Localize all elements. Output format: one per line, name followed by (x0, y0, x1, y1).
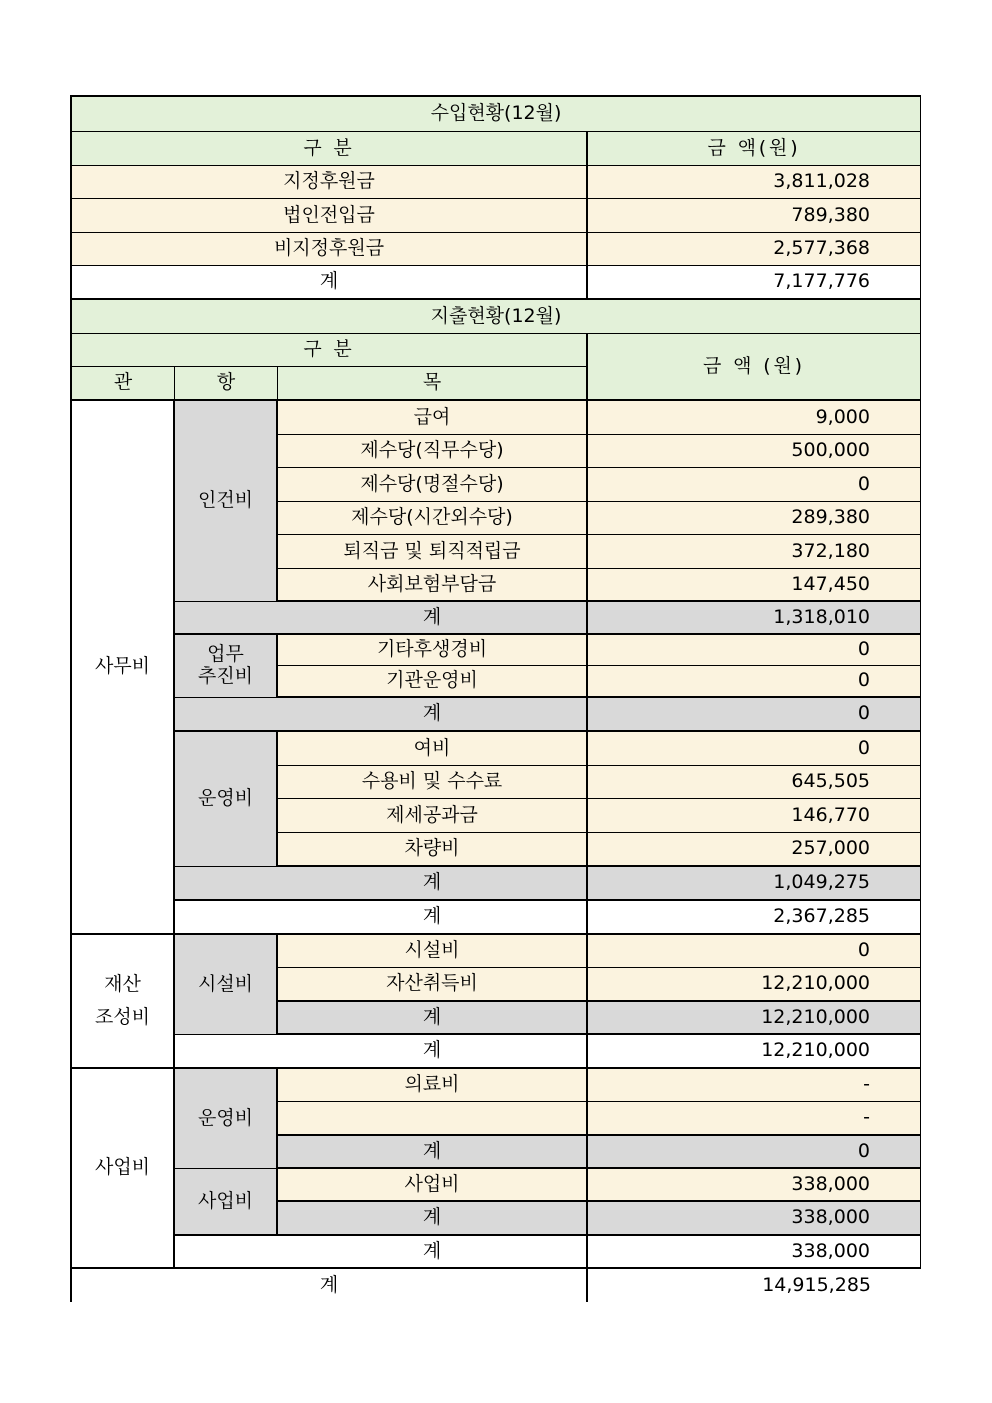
hang-operation: 운영비 (175, 1069, 278, 1169)
mok-label: 시설비 (278, 935, 588, 968)
expense-header-category: 구 분 (72, 334, 588, 367)
mok-amount: 645,505 (588, 766, 921, 799)
total-filler (175, 901, 278, 935)
mok-label: 제수당(명절수당) (278, 468, 588, 502)
subtotal-amount: 12,210,000 (588, 1002, 921, 1035)
mok-label: 기관운영비 (278, 666, 588, 698)
mok-amount: 500,000 (588, 435, 921, 468)
mok-label: 기타후생경비 (278, 635, 588, 666)
subtotal-label: 계 (278, 1002, 588, 1035)
subtotal-label: 계 (278, 1202, 588, 1236)
expense-col-mok: 목 (278, 367, 588, 401)
group-total-amount: 2,367,285 (588, 901, 921, 935)
income-header-category: 구 분 (72, 132, 588, 166)
group-total-label: 계 (278, 1035, 588, 1069)
mok-amount: 338,000 (588, 1169, 921, 1202)
mok-amount: 0 (588, 732, 921, 766)
mok-label: 제세공과금 (278, 799, 588, 833)
mok-amount: 12,210,000 (588, 968, 921, 1002)
budget-report-table (70, 95, 921, 1302)
grand-total-amount: 14,915,285 (588, 1269, 921, 1302)
mok-amount: 372,180 (588, 535, 921, 569)
mok-amount: - (588, 1102, 921, 1136)
mok-amount: 0 (588, 935, 921, 968)
hang-facility: 시설비 (175, 935, 278, 1035)
subtotal-filler (175, 698, 278, 732)
total-filler (175, 1035, 278, 1069)
income-row-label: 지정후원금 (72, 166, 588, 199)
mok-amount: - (588, 1069, 921, 1102)
total-filler (175, 1236, 278, 1269)
income-row-label: 비지정후원금 (72, 233, 588, 266)
income-row-amount: 2,577,368 (588, 233, 921, 266)
subtotal-label: 계 (278, 1136, 588, 1169)
hang-personnel: 인건비 (175, 401, 278, 602)
mok-amount: 146,770 (588, 799, 921, 833)
group-total-label: 계 (278, 901, 588, 935)
mok-label: 퇴직금 및 퇴직적립금 (278, 535, 588, 569)
mok-label: 제수당(시간외수당) (278, 502, 588, 535)
expense-title: 지출현황(12월) (72, 300, 921, 334)
mok-label: 수용비 및 수수료 (278, 766, 588, 799)
grand-total-label: 계 (72, 1269, 588, 1302)
mok-label: 의료비 (278, 1069, 588, 1102)
mok-label: 급여 (278, 401, 588, 435)
expense-col-hang: 항 (175, 367, 278, 401)
subtotal-amount: 1,049,275 (588, 867, 921, 901)
expense-col-gwan: 관 (72, 367, 175, 401)
gwan-program: 사업비 (72, 1069, 175, 1269)
mok-amount: 289,380 (588, 502, 921, 535)
mok-label: 사회보험부담금 (278, 569, 588, 602)
expense-header-amount: 금 액 (원) (588, 334, 921, 401)
income-title: 수입현황(12월) (72, 97, 921, 132)
subtotal-amount: 0 (588, 698, 921, 732)
mok-label (278, 1102, 588, 1136)
income-row-amount: 789,380 (588, 199, 921, 233)
subtotal-filler (175, 602, 278, 635)
mok-label: 자산취득비 (278, 968, 588, 1002)
mok-amount: 0 (588, 468, 921, 502)
income-row-label: 법인전입금 (72, 199, 588, 233)
income-total-label: 계 (72, 266, 588, 300)
hang-business-promotion: 업무 추진비 (175, 635, 278, 698)
group-total-amount: 12,210,000 (588, 1035, 921, 1069)
mok-label: 제수당(직무수당) (278, 435, 588, 468)
income-header-amount: 금 액(원) (588, 132, 921, 166)
group-total-label: 계 (278, 1236, 588, 1269)
subtotal-label: 계 (278, 602, 588, 635)
mok-amount: 257,000 (588, 833, 921, 867)
mok-label: 여비 (278, 732, 588, 766)
mok-amount: 0 (588, 666, 921, 698)
income-total-amount: 7,177,776 (588, 266, 921, 300)
mok-label: 차량비 (278, 833, 588, 867)
subtotal-label: 계 (278, 698, 588, 732)
subtotal-filler (175, 867, 278, 901)
subtotal-amount: 0 (588, 1136, 921, 1169)
gwan-property: 재산 조성비 (72, 935, 175, 1069)
subtotal-amount: 338,000 (588, 1202, 921, 1236)
gwan-office: 사무비 (72, 401, 175, 935)
mok-label: 사업비 (278, 1169, 588, 1202)
mok-amount: 9,000 (588, 401, 921, 435)
income-row-amount: 3,811,028 (588, 166, 921, 199)
group-total-amount: 338,000 (588, 1236, 921, 1269)
mok-amount: 0 (588, 635, 921, 666)
hang-business: 사업비 (175, 1169, 278, 1236)
subtotal-amount: 1,318,010 (588, 602, 921, 635)
mok-amount: 147,450 (588, 569, 921, 602)
subtotal-label: 계 (278, 867, 588, 901)
hang-operation: 운영비 (175, 732, 278, 867)
